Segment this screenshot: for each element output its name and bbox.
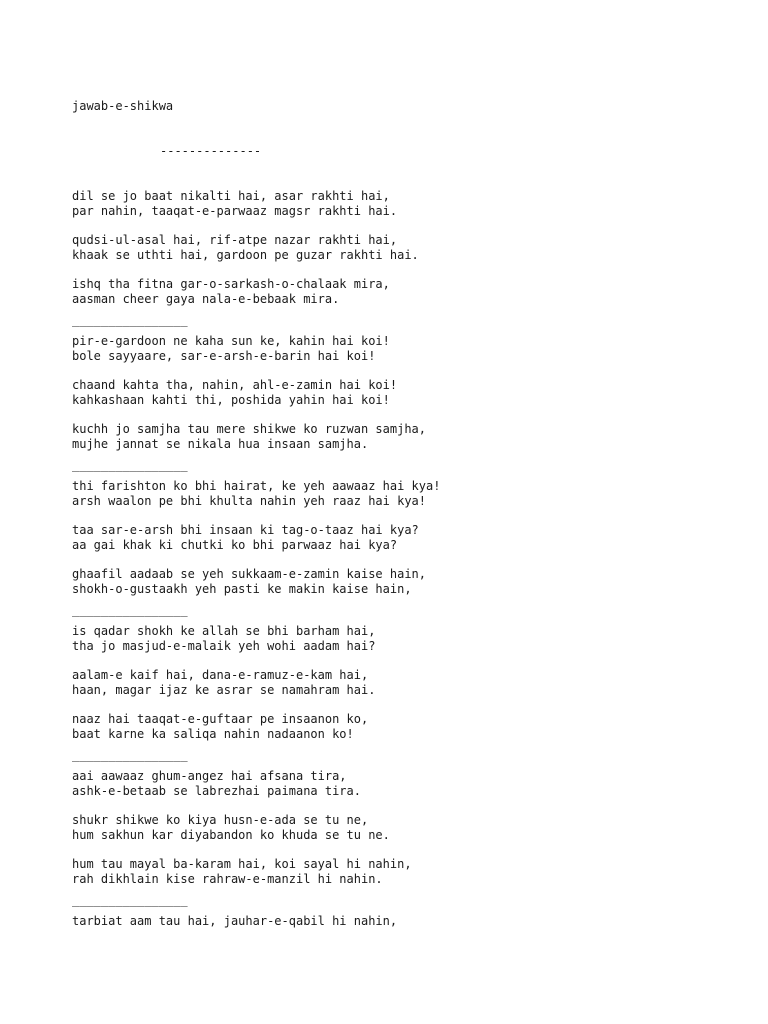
section-separator: ________________ — [72, 313, 188, 327]
verse-line: ishq tha fitna gar-o-sarkash-o-chalaak mira, — [72, 277, 390, 291]
verse-line: mujhe jannat se nikala hua insaan samjha. — [72, 437, 369, 451]
verse-line: aalam-e kaif hai, dana-e-ramuz-e-kam hai, — [72, 668, 369, 682]
stanza-gap — [72, 698, 752, 712]
stanza — [72, 914, 752, 929]
verse-line: shukr shikwe ko kiya husn-e-ada se tu ne, — [72, 813, 369, 827]
poem-section — [72, 914, 752, 929]
verse-line: qudsi-ul-asal hai, rif-atpe nazar rakhti hai, — [72, 233, 398, 247]
verse-line: thi farishton ko bhi hairat, ke yeh aawaaz hai kya! — [72, 479, 441, 493]
verse-line: baat karne ka saliqa nahin nadaanon ko! — [72, 727, 354, 741]
stanza — [72, 712, 752, 742]
stanza — [72, 668, 752, 698]
verse-line: is qadar shokh ke allah se bhi barham hai, — [72, 624, 376, 638]
poem-document — [72, 69, 752, 944]
poem-section — [72, 479, 752, 597]
poem-section — [72, 334, 752, 452]
stanza — [72, 378, 752, 408]
stanza — [72, 233, 752, 263]
stanza-gap — [72, 553, 752, 567]
verse-line: dil se jo baat nikalti hai, asar rakhti hai, — [72, 189, 390, 203]
poem-title: jawab-e-shikwa — [72, 99, 174, 113]
poem-section — [72, 189, 752, 307]
stanza-gap — [72, 263, 752, 277]
verse-line: chaand kahta tha, nahin, ahl-e-zamin hai koi! — [72, 378, 398, 392]
verse-line: aasman cheer gaya nala-e-bebaak mira. — [72, 292, 340, 306]
stanza — [72, 567, 752, 597]
verse-line: naaz hai taaqat-e-guftaar pe insaanon ko, — [72, 712, 369, 726]
poem-section — [72, 769, 752, 887]
stanza-gap — [72, 654, 752, 668]
verse-line: hum sakhun kar diyabandon ko khuda se tu ne. — [72, 828, 390, 842]
verse-line: par nahin, taaqat-e-parwaaz magsr rakhti hai. — [72, 204, 398, 218]
section-separator: ________________ — [72, 458, 188, 472]
stanza-gap — [72, 843, 752, 857]
title-underline: -------------- — [160, 144, 262, 158]
stanza — [72, 857, 752, 887]
section-separator: ________________ — [72, 748, 188, 762]
verse-line: tarbiat aam tau hai, jauhar-e-qabil hi nahin, — [72, 914, 398, 928]
stanza-gap — [72, 364, 752, 378]
verse-line: arsh waalon pe bhi khulta nahin yeh raaz hai kya! — [72, 494, 427, 508]
stanza — [72, 277, 752, 307]
stanza — [72, 189, 752, 219]
stanza — [72, 523, 752, 553]
verse-line: khaak se uthti hai, gardoon pe guzar rakhti hai. — [72, 248, 419, 262]
verse-line: aa gai khak ki chutki ko bhi parwaaz hai kya? — [72, 538, 398, 552]
verse-line: aai aawaaz ghum-angez hai afsana tira, — [72, 769, 347, 783]
verse-line: rah dikhlain kise rahraw-e-manzil hi nahin. — [72, 872, 383, 886]
stanza-gap — [72, 219, 752, 233]
poem-section — [72, 624, 752, 742]
verse-line: shokh-o-gustaakh yeh pasti ke makin kaise hain, — [72, 582, 412, 596]
stanza — [72, 813, 752, 843]
verse-line: bole sayyaare, sar-e-arsh-e-barin hai koi! — [72, 349, 376, 363]
verse-line: hum tau mayal ba-karam hai, koi sayal hi nahin, — [72, 857, 412, 871]
verse-line: kuchh jo samjha tau mere shikwe ko ruzwan samjha, — [72, 422, 427, 436]
verse-line: haan, magar ijaz ke asrar se namahram hai. — [72, 683, 376, 697]
section-separator: ________________ — [72, 893, 188, 907]
stanza — [72, 479, 752, 509]
verse-line: kahkashaan kahti thi, poshida yahin hai koi! — [72, 393, 390, 407]
verse-line: tha jo masjud-e-malaik yeh wohi aadam hai? — [72, 639, 376, 653]
stanza-gap — [72, 408, 752, 422]
section-separator: ________________ — [72, 603, 188, 617]
verse-line: pir-e-gardoon ne kaha sun ke, kahin hai koi! — [72, 334, 390, 348]
stanza — [72, 624, 752, 654]
stanza — [72, 422, 752, 452]
poem-body — [72, 189, 752, 929]
verse-line: ashk-e-betaab se labrezhai paimana tira. — [72, 784, 361, 798]
stanza-gap — [72, 799, 752, 813]
verse-line: ghaafil aadaab se yeh sukkaam-e-zamin kaise hain, — [72, 567, 427, 581]
stanza — [72, 769, 752, 799]
stanza — [72, 334, 752, 364]
stanza-gap — [72, 509, 752, 523]
verse-line: taa sar-e-arsh bhi insaan ki tag-o-taaz hai kya? — [72, 523, 419, 537]
